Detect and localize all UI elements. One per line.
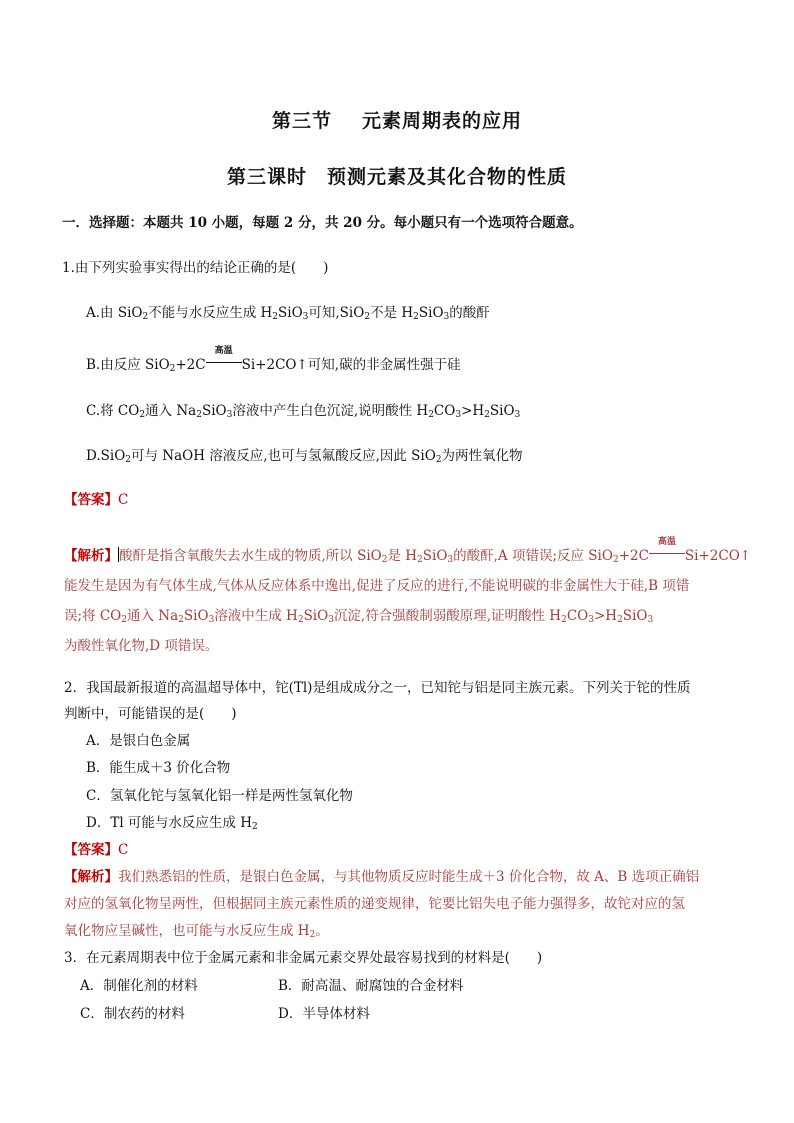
q1-explanation-line-3: 误;将 $CO_2$通入 $Na_2SiO_3$溶液中生成 $H_2SiO_3$沉淀,符合强酸制弱酸原理,证明酸性 $H_2CO_3>H_2SiO_3$ (64, 608, 654, 625)
q1-explanation-line-1: 【解析】酸酐是指含氧酸失去水生成的物质,所以 SiO$_2$是 $H_2SiO_3$的酸酐,A 项错误;反应 SiO$_2$+2C 高温 Si+2CO↑ (64, 537, 752, 565)
section-heading (0, 106, 794, 133)
q2-stem-line-2: 判断中，可能错误的是( ) (64, 706, 237, 722)
section-number: 第三节 (271, 110, 332, 132)
q2-option-b: B．能生成＋3 价化合物 (86, 760, 231, 776)
q1-option-b: B.由反应 SiO$_2$+2C 高温 Si+2CO↑可知,碳的非金属性强于硅 (86, 346, 461, 374)
instructions: 一．选择题：本题共 10 小题，每题 2 分，共 20 分。每小题只有一个选项符合题意。 (62, 215, 583, 231)
q1-answer (64, 491, 128, 509)
q1-option-d: D.SiO$_2$可与 NaOH 溶液反应,也可与氢氟酸反应,因此 SiO$_2$为两性氧化物 (86, 448, 523, 465)
explanation-label: 【解析】 (64, 548, 118, 564)
q2-explanation-line-3: 氧化物应呈碱性，也可能与水反应生成 $H_2$。 (64, 923, 329, 940)
q2-option-d: D．Tl 可能与水反应生成 $H_2$ (86, 815, 258, 832)
q2-option-c: C．氢氧化铊与氢氧化铝一样是两性氢氧化物 (86, 788, 353, 804)
reaction-condition-arrow: 高温 (649, 547, 685, 561)
q2-stem-line-1: 2．我国最新报道的高温超导体中，铊(Tl)是组成成分之一，已知铊与铝是同主族元素。下列关于铊的性质 (64, 680, 691, 696)
answer-value: C (118, 842, 129, 858)
answer-value: C (118, 492, 129, 508)
q1-option-c: C.将 $CO_2$通入 $Na_2SiO_3$溶液中产生白色沉淀,说明酸性 $H_2CO_3>H_2SiO_3$ (86, 403, 521, 420)
q2-explanation-line-1: 【解析】我们熟悉铝的性质，是银白色金属，与其他物质反应时能生成＋3 价化合物，故 A、B 选项正确铝 (64, 869, 700, 885)
q3-option-b: B．耐高温、耐腐蚀的合金材料 (278, 978, 464, 994)
q3-option-a: A．制催化剂的材料 (80, 978, 198, 994)
explanation-label: 【解析】 (64, 869, 118, 885)
q2-explanation-line-2: 对应的氢氧化物呈两性，但根据同主族元素性质的递变规律，铊要比铝失电子能力强得多，故铊对应的氢 (64, 896, 685, 912)
q3-stem: 3．在元素周期表中位于金属元素和非金属元素交界处最容易找到的材料是( ) (64, 950, 543, 966)
lesson-title: 第三课时 预测元素及其化合物的性质 (226, 166, 567, 188)
q3-option-d: D．半导体材料 (278, 1006, 370, 1022)
q2-option-a: A．是银白色金属 (86, 733, 191, 749)
q1-explanation-line-2: 能发生是因为有气体生成,气体从反应体系中逸出,促进了反应的进行,不能说明碳的非金属性大于硅,B 项错 (64, 578, 690, 594)
q3-option-c: C．制农药的材料 (80, 1006, 185, 1022)
q1-option-a: A.由 SiO$_2$不能与水反应生成 $H_2SiO_3$可知,SiO$_2$不是 $H_2SiO_3$的酸酐 (86, 305, 490, 322)
section-title: 元素周期表的应用 (362, 110, 523, 132)
q2-answer (64, 841, 128, 859)
answer-label: 【答案】 (64, 492, 118, 508)
q1-stem: 1.由下列实验事实得出的结论正确的是( ) (62, 260, 329, 276)
answer-label: 【答案】 (64, 842, 118, 858)
q1-explanation-line-4: 为酸性氧化物,D 项错误。 (64, 638, 219, 654)
reaction-condition-arrow: 高温 (206, 356, 242, 370)
